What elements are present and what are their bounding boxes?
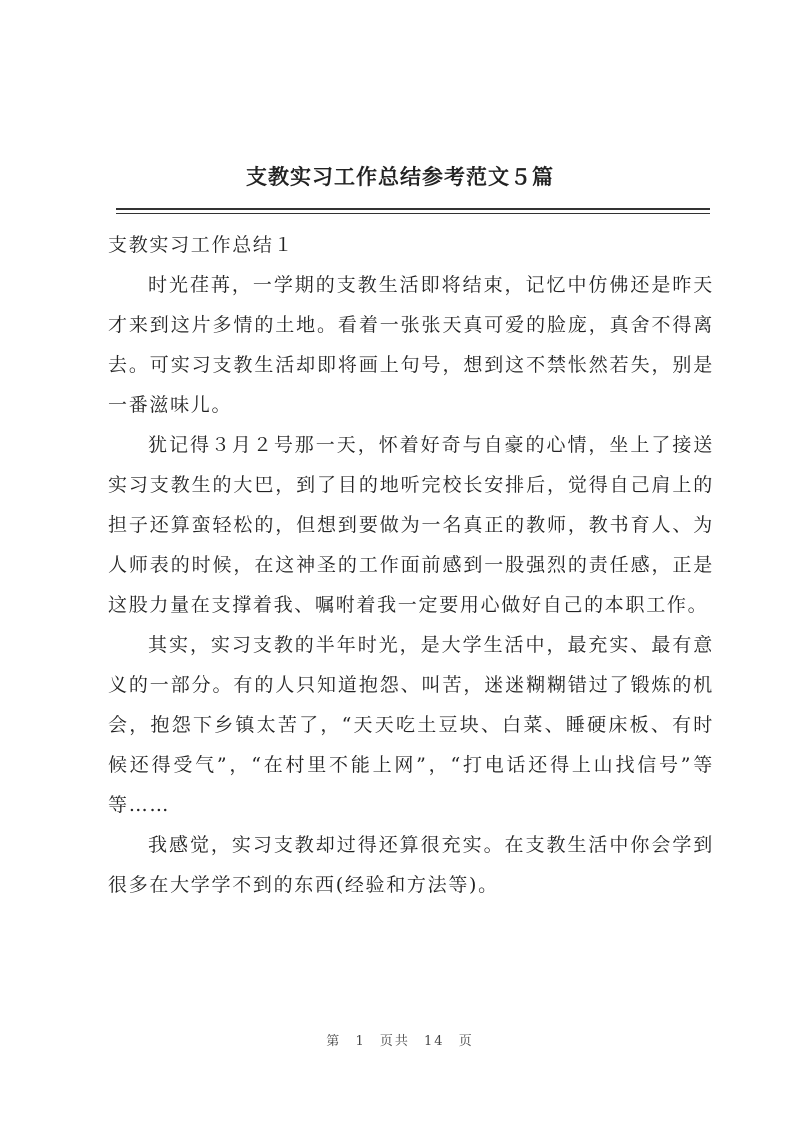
page-footer bbox=[0, 1030, 800, 1049]
footer-page-number: 1 bbox=[355, 1034, 366, 1049]
footer-label-mid: 页共 bbox=[379, 1034, 410, 1049]
section-heading: 支教实习工作总结１ bbox=[108, 234, 295, 256]
footer-label-post: 页 bbox=[458, 1034, 474, 1049]
title-divider-thin bbox=[116, 213, 710, 214]
footer-total-pages: 14 bbox=[424, 1034, 445, 1049]
paragraph-4: 我感觉，实习支教却过得还算很充实。在支教生活中你会学到很多在大学学不到的东西(经验和方法等)。 bbox=[108, 834, 714, 896]
document-body bbox=[108, 225, 714, 905]
paragraph-3: 其实，实习支教的半年时光，是大学生活中，最充实、最有意义的一部分。有的人只知道抱怨、叫苦，迷迷糊糊错过了锻炼的机会，抱怨下乡镇太苦了，“天天吃土豆块、白菜、睡硬床板、有时候还得受气”，“在村里不能上网”，“打电话还得上山找信号”等等…… bbox=[108, 634, 714, 816]
document-title: 支教实习工作总结参考范文５篇 bbox=[246, 164, 554, 189]
title-divider-thick bbox=[116, 208, 710, 210]
paragraph-2: 犹记得３月２号那一天，怀着好奇与自豪的心情，坐上了接送实习支教生的大巴，到了目的地听完校长安排后，觉得自己肩上的担子还算蛮轻松的，但想到要做为一名真正的教师，教书育人、为人师表的时候，在这神圣的工作面前感到一股强烈的责任感，正是这股力量在支撑着我、嘱咐着我一定要用心做好自己的本职工作。 bbox=[108, 434, 714, 616]
paragraph-1: 时光荏苒，一学期的支教生活即将结束，记忆中仿佛还是昨天才来到这片多情的土地。看着一张张天真可爱的脸庞，真舍不得离去。可实习支教生活却即将画上句号，想到这不禁怅然若失，别是一番滋味儿。 bbox=[108, 274, 714, 416]
footer-label-pre: 第 bbox=[326, 1034, 342, 1049]
